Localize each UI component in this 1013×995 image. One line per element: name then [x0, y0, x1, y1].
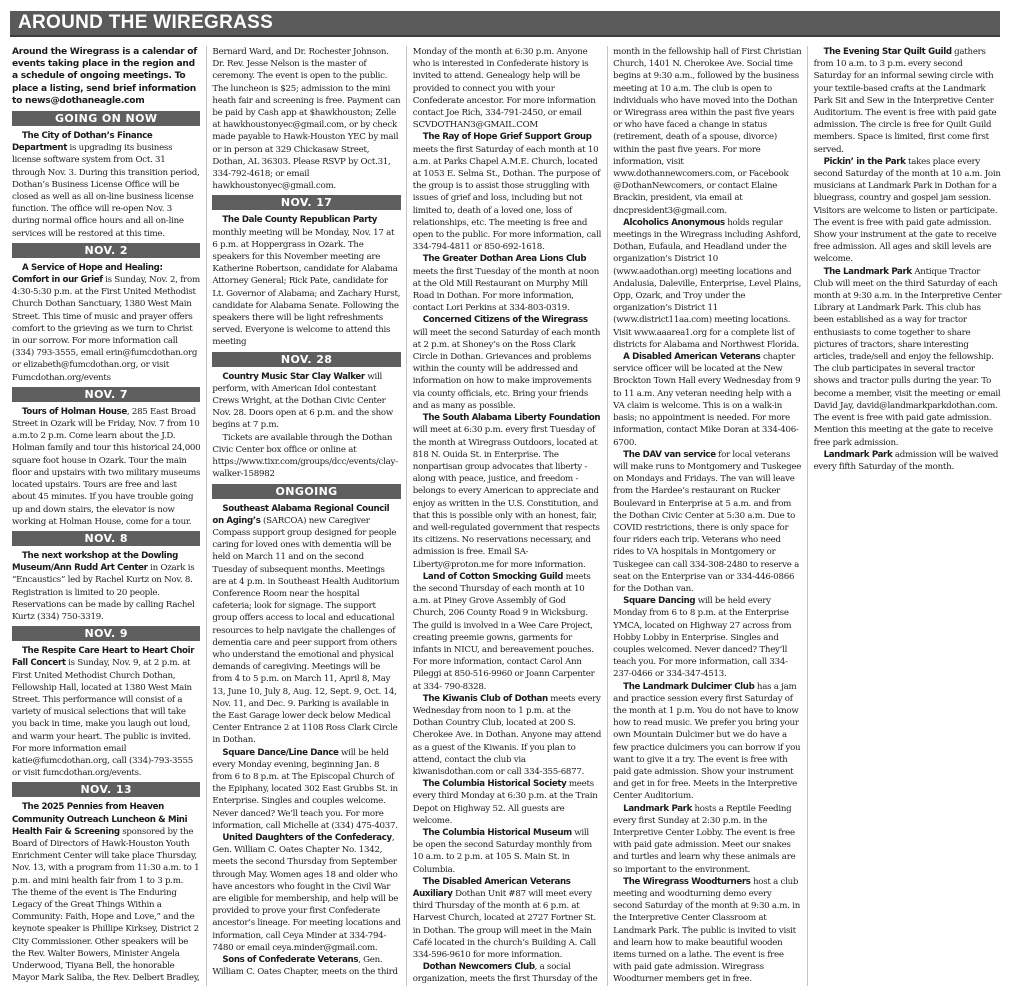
event-listing [613, 876, 801, 986]
event-name: The City of Dothan’s Finance Department [12, 131, 153, 154]
event-description: meets the first Saturday of each month at 10 a.m. at Parks Chapel A.M.E. Church, located at 1053 E. Selma St., Dothan. The purpose of the group is to assist those struggling with issues of grief and loss, including but not limited to, death of a loved one, loss of relationships, etc. The meeting is free and open to the public. For more information, call 334-794-4811 or 850-692-1618. [412, 144, 602, 253]
event-description: gathers from 10 a.m. to 3 p.m. every second Saturday for an informal sewing circle with your textile-based crafts at the Landmark Park Sit and Sew in the Interpretive Center Auditorium. The event is free with paid gate admission. The circle is free for Quilt Guild members. Space is limited, first come first served. [813, 47, 997, 155]
event-description: Dothan Unit #87 will meet every third Thursday of the month at 6 p.m. at Harvest Church, located at 2727 Fortner St. in Dothan. The group will meet in the Main Café located in the church’s Building A. Call 334-596-9610 for more information. [412, 889, 596, 961]
page-title: AROUND THE WIREGRASS [18, 12, 274, 33]
event-listing [212, 747, 400, 832]
event-listing [12, 130, 200, 240]
event-name: The 2025 Pennies from Heaven Community Outreach Luncheon & Mini Health Fair & Screening [12, 802, 188, 837]
event-description: , 285 East Broad Street in Ozark will be Friday, Nov. 7 from 10 a.m.to 2 p.m. Come learn about the J.D. Holman family and tour this historical 24,000 square foot house in Ozark. Tour the main floor and upstairs with two military museums located upstairs. Tours are free and last about 45 minutes. If you have trouble going up and down stairs, the elevator is now working at Holman House, come for a tour. [12, 406, 201, 527]
event-name: The South Alabama Liberty Foundation [422, 413, 601, 424]
event-name: A Disabled American Veterans [623, 352, 761, 363]
event-name: Land of Cotton Smocking Guild [422, 571, 564, 582]
event-name: The Landmark Park [823, 266, 912, 277]
event-listing [613, 803, 801, 876]
event-description: Antique Tractor Club will meet on the third Saturday of each month at 9:30 a.m. in the Interpretive Center Library at Landmark Park. This club has been established as a way for tractor enthusiasts to come together to share pictures of tractors, share interesting articles, trade/sell and enjoy the fellowship. The club participates in several tractor shows and tractor pulls during the year. To become a member, visit the meeting or email David Jay, david@landmarkparkdothan.com. The event is free with paid gate admission. Mention this meeting at the gate to receive free park admission. [813, 266, 1002, 448]
event-name: The Ray of Hope Grief Support Group [422, 132, 592, 143]
event-name: Southeast Alabama Regional Council on Aging’s [212, 503, 390, 526]
section-header: NOV. 8 [12, 531, 200, 546]
event-listing [212, 432, 400, 481]
event-name: The Kiwanis Club of Dothan [422, 693, 548, 704]
event-name: The Wiregrass Woodturners [623, 876, 751, 887]
section-header: NOV. 17 [212, 195, 400, 210]
intro-paragraph: Around the Wiregrass is a calendar of events taking place in the region and a schedule of ongoing meetings. To place a listing, send brief information to news@dothaneagle.com [12, 47, 198, 106]
event-description: is Sunday, Nov. 2, from 4:30-5:30 p.m. at the First United Methodist Church Dothan Sanctuary, 1380 West Main Street. This time of music and prayer offers comfort to the grieving as we turn to Christ in our sorrow. For more information call (334) 793-3555, email erin@fumcdothan.org or elizabeth@fumcdothan.org, or visit Fumcdothan.org/events [12, 275, 200, 383]
event-listing [613, 595, 801, 680]
event-description: , a social organization, meets the first Thursday of the month in the fellowship hall of First Christian Church, 1401 N. Cherokee Ave. Social time begins at 9:30 a.m., followed by the business meeting at 10 a.m. The club is open to individuals who have moved into the Dothan or Wiregrass area within the past five years or who have faced a change in status (retirement, death of a spouse, divorce) within the past five years. For more information, visit www.dothannewcomers.com, or Facebook @DothanNewcomers, or contact Elaine Brackin, president, via email at dncpresident3@gmail.com. [412, 47, 802, 985]
event-description: is upgrading its business license software system from Oct. 31 through Nov. 3. During this transition period, Dothan’s Business License Office will be closed as well as all on-line business license function. The office will re-open Nov. 3 during normal office hours and all on-line services will be restored at this time. [12, 143, 200, 239]
event-name: Landmark Park [823, 449, 893, 460]
event-listing [413, 876, 601, 961]
event-listing [413, 131, 601, 253]
event-name: Tours of Holman House [22, 406, 127, 417]
event-listing [12, 262, 200, 384]
event-description: will be open the second Saturday monthly from 10 a.m. to 2 p.m. at 105 S. Main St. in Columbia. [412, 828, 592, 875]
event-name: A Service of Hope and Healing: Comfort in our Grief [12, 262, 163, 286]
event-listing [12, 406, 200, 528]
event-listing [814, 449, 1002, 473]
event-description: (SARCOA) new Caregiver Compass support group designed for people caring for loved ones with dementia will be held on March 11 and on the second Tuesday of subsequent months. Meetings are at 4 p.m. in Southeast Health Auditorium Conference Room near the hospital cafeteria; look for signage. The support group offers access to local and educational resources to help navigate the challenges of dementia care and peer support from others who understand the emotional and physical demands of caregiving. Meetings will be from 4 to 5 p.m. on March 11, April 8, May 13, June 10, July 8, Aug. 12, Sept. 9, Oct. 14, Nov. 11, and Dec. 9. Parking is available in the East Garage lower deck below Medical Center Entrance 2 at 1108 Ross Clark Circle in Dothan. [212, 515, 400, 746]
event-name: The DAV van service [623, 449, 716, 460]
event-description: will be held every Monday from 6 to 8 p.m. at the Enterprise YMCA, located on Highway 27 across from Hobby Lobby in Enterprise. Singles and couples welcomed. Never danced? They’ll teach you. For more information, call 334-237-0466 or 334-347-4513. [613, 596, 792, 680]
page-banner [10, 11, 1000, 37]
event-description: takes place every second Saturday of the month at 10 a.m. Join musicians at Landmark Park in Dothan for a bluegrass, country and gospel jam session. Visitors are welcome to listen or participate. The event is free with paid gate admission. Show your instrument at the gate to receive free admission. All ages and skill levels are welcome. [813, 156, 1001, 265]
event-name: Country Music Star Clay Walker [222, 371, 365, 382]
event-listing [212, 503, 400, 747]
event-name: The Dale County Republican Party [222, 215, 378, 226]
event-listing [413, 778, 601, 827]
section-header: NOV. 28 [212, 352, 400, 367]
event-name: The Respite Care Heart to Heart Choir Fall Concert [12, 646, 195, 669]
event-listing [12, 550, 200, 623]
event-description: is Sunday, Nov. 9, at 2 p.m. at First United Methodist Church Dothan, Fellowship Hall, located at 1380 West Main Street. This performance will consist of a variety of musical selections that will take you back in time, make you laugh out loud, and warm your heart. The public is invited. For more information email katie@fumcdothan.org, call (334)-793-3555 or visit fumcdothan.org/events. [12, 658, 193, 779]
event-name: Landmark Park [623, 803, 692, 814]
event-listing [814, 266, 1002, 449]
section-header: ONGOING [212, 484, 400, 499]
event-name: The Columbia Historical Museum [422, 828, 572, 838]
event-name: The next workshop at the Dowling Museum/Ann Rudd Art Center [12, 550, 178, 574]
event-description: , Gen. William C. Oates Chapter, meets on the third Monday of the month at 6:30 p.m. Anyone who is interested in Confederate history is invited to attend. Genealogy help will be provided to connect you with your Confederate ancestor. For more information contact Joe Rich, 334-791-2450, or email SCVDOTHAN3@GMAIL.COM [212, 47, 596, 978]
event-description: host a club meeting and woodturning demo every second Saturday of the month at 9:30 a.m. in the Interpretive Center Classroom at Landmark Park. The public is invited to visit and learn how to make beautiful wooden items turned on a lathe. The event is free with paid gate admission. Wiregrass Woodturner members get in free. [613, 876, 801, 985]
event-name: The Disabled American Veterans Auxiliary [412, 876, 571, 900]
event-name: Alcoholics Anonymous [623, 217, 725, 228]
event-description: will perform, with American Idol contestant Crews Wright, at the Dothan Civic Center Nov. 28. Doors open at 6 p.m. and the show begins at 7 p.m. [212, 371, 394, 431]
event-description: in Ozark is “Encaustics” led by Rachel Kurtz on Nov. 8. Registration is limited to 20 people. Reservations can be made by calling Rachel Kurtz (334) 750-3319. [12, 563, 195, 622]
event-name: Concerned Citizens of the Wiregrass [422, 315, 588, 326]
event-listing [413, 827, 601, 876]
event-listing [413, 412, 601, 571]
event-listing [212, 214, 400, 348]
event-description: will meet the second Saturday of each month at 2 p.m. at Shoney’s on the Ross Clark Circle in Dothan. Grievances and problems within the county will be addressed and information on how to make improvements via county officials, etc. Bring your friends and as many as possible. [412, 327, 601, 411]
event-description: hosts a Reptile Feeding every first Sunday at 2:30 p.m. in the Interpretive Center Lobby. The event is free with paid gate admission. Meet our snakes and turtles and learn why these animals are so important to the environment. [613, 803, 796, 875]
section-header: GOING ON NOW [12, 111, 200, 126]
event-name: Pickin’ in the Park [823, 156, 906, 167]
section-header: NOV. 2 [12, 243, 200, 258]
event-listing [413, 571, 601, 693]
event-listing [413, 314, 601, 412]
event-listing [12, 645, 200, 779]
event-name: Square Dancing [623, 596, 696, 607]
event-name: Square Dance/Line Dance [222, 747, 339, 758]
event-description: has a jam and practice session every first Saturday of the month at 1 p.m. You do not have to know how to read music. We prefer you bring your own Mountain Dulcimer but we do have a few practice dulcimers you can borrow if you want to give it a try. The event is free with paid gate admission. Show your instrument and get in for free. Meets in the Interpretive Center Auditorium. [613, 681, 801, 802]
event-name: The Greater Dothan Area Lions Club [422, 254, 587, 265]
event-listing [613, 217, 801, 351]
event-description: will be held every Monday evening, beginning Jan. 8 from 6 to 8 p.m. at The Episcopal Church of the Epiphany, located 302 East Grubbs St. in Enterprise. Singles and couples welcome. Never danced? We’ll teach you. For more information, call Michelle at (334) 475-4037. [212, 747, 398, 831]
event-name: Dothan Newcomers Club [422, 962, 535, 973]
event-listing [212, 832, 400, 954]
event-name: The Evening Star Quilt Guild [823, 47, 952, 57]
event-description: chapter service officer will be located at the New Brockton Town Hall every Wednesday from 9 to 11 a.m. Any veteran needing help with a VA claim is welcome. This is on a walk-in basis; no appointment is needed. For more information, contact Mike Doran at 334-406-6700. [613, 352, 801, 448]
section-header: NOV. 7 [12, 387, 200, 402]
event-listing [413, 253, 601, 314]
calendar-columns [12, 46, 1002, 986]
event-listing [613, 449, 801, 595]
event-description: will meet at 6:30 p.m. every first Tuesday of the month at Wiregrass Outdoors, located at 818 N. Ouida St. in Enterprise. The nonpartisan group advocates that liberty - along with peace, justice, and freedom - belongs to every American to appreciate and enjoy as written in the U.S. Constitution, and that this is possible only with an honest, fair, and well-regulated government that respects its citizens. No reservations necessary, and admission is free. Email SA-Liberty@proton.me for more information. [412, 425, 600, 570]
event-name: Sons of Confederate Veterans [222, 955, 359, 966]
event-listing [814, 156, 1002, 266]
event-name: United Daughters of the Confederacy [222, 832, 392, 843]
event-description: meets the first Tuesday of the month at noon at the Old Mill Restaurant on Murphy Mill Road in Dothan. For more information, contact Lori Perkins at 334-803-0319. [412, 266, 600, 314]
event-description: for local veterans will make runs to Montgomery and Tuskegee on Mondays and Fridays. The van will leave from the Hardee’s restaurant on Rucker Boulevard in Enterprise at 5 a.m. and from the Dothan Civic Center at 5:30 a.m. Due to COVID restrictions, there is only space for four riders each trip. Veterans who need rides to VA hospitals in Montgomery or Tuskegee can call 334-308-2480 to reserve a seat on the Enterprise van or 334-446-0866 for the Dothan van. [613, 449, 802, 594]
event-description: Tickets are available through the Dothan Civic Center box office or online at https://www.tixr.com/groups/dcc/events/clay-walker-158982 [212, 432, 398, 480]
event-description: monthly meeting will be Monday, Nov. 17 at 6 p.m. at Hoppergrass in Ozark. The speakers for this November meeting are Katherine Robertson, candidate for Alabama Attorney General; Rick Pate, candidate for Lt. Governor of Alabama; and Zachary Hurst, candidate for Alabama Senate. Following the speakers there will be light refreshments served. Everyone is welcome to attend this meeting [212, 227, 401, 348]
event-name: The Landmark Dulcimer Club [623, 681, 755, 692]
event-description: meets every third Monday at 6:30 p.m. at the Train Depot on Highway 52. All guests are welcome. [412, 779, 598, 826]
event-listing [413, 693, 601, 778]
event-listing [613, 351, 801, 449]
event-listing [814, 46, 1002, 156]
event-listing [212, 371, 400, 432]
event-description: , Gen. William C. Oates Chapter No. 1342, meets the second Thursday from September through May. Women ages 18 and older who have ancestors who fought in the Civil War are eligible for membership, and help will be provided to prove your first Confederate ancestor’s lineage. For meeting locations and information, call Ceya Minder at 334-794-7480 or email ceya.minder@gmail.com. [212, 832, 401, 953]
section-header: NOV. 13 [12, 782, 200, 797]
event-description: holds regular meetings in the Wiregrass including Ashford, Dothan, Eufaula, and Headland under the organization’s District 10 (www.aadothan.org) meeting locations and Andalusia, Daleville, Enterprise, Level Plains, Opp, Ozark, and Troy under the organization’s District 11 (www.district11aa.com) meeting locations. Visit www.aaarea1.org for a complete list of districts for Alabama and Northwest Florida. [613, 217, 802, 350]
event-listing [613, 681, 801, 803]
event-description: sponsored by the Board of Directors of Hawk-Houston Youth Enrichment Center will take place Thursday, Nov. 13, with a program from 11:30 a.m. to 1 p.m. and mini health fair from 1 to 3 p.m. The theme of the event is The Enduring Legacy of the Great Things Within a Community: Faith, Hope and Love,” and the keynote speaker is Phillipe Kirksey, District 2 City Commissioner. Other speakers will be the Rev. Walter Bowers, Minister Angela Underwood, Tiyana Bell, the honorable Mayor Mark Saliba, the Rev. Delbert Bradley, Bernard Ward, and Dr. Rochester Johnson. Dr. Rev. Jesse Nelson is the master of ceremony. The event is open to the public. The luncheon is $25; admission to the mini heath fair and screening is free. Payment can be paid by Cash app at $hawkhouston; Zelle at hawkhoustonyec@gmail.com, or by check made payable to Hawk-Houston YEC by mail or in person at 329 Chickasaw Street, Dothan, AL 36303. Please RSVP by Oct.31, 334-792-4618; or email hawkhoustonyec@gmail.com. [12, 47, 401, 984]
section-header: NOV. 9 [12, 626, 200, 641]
event-description: admission will be waived every fifth Saturday of the month. [813, 449, 999, 472]
event-description: meets the second Thursday of each month at 10 a.m. at Piney Grove Assembly of God Church, 206 County Road 9 in Wicksburg. The guild is involved in a Wee Care Project, creating preemie gowns, garments for infants in NICU, and bereavement pouches. For more information, contact Carol Ann Pileggi at 850-516-9960 or Joann Carpenter at 334- 790-8328. [412, 571, 595, 692]
event-description: meets every Wednesday from noon to 1 p.m. at the Dothan Country Club, located at 200 S. Cherokee Ave. in Dothan. Anyone may attend as a guest of the Kiwanis. If you plan to attend, contact the club via kiwanisdothan.com or call 334-355-6877. [412, 693, 602, 777]
event-name: The Columbia Historical Society [422, 779, 567, 790]
